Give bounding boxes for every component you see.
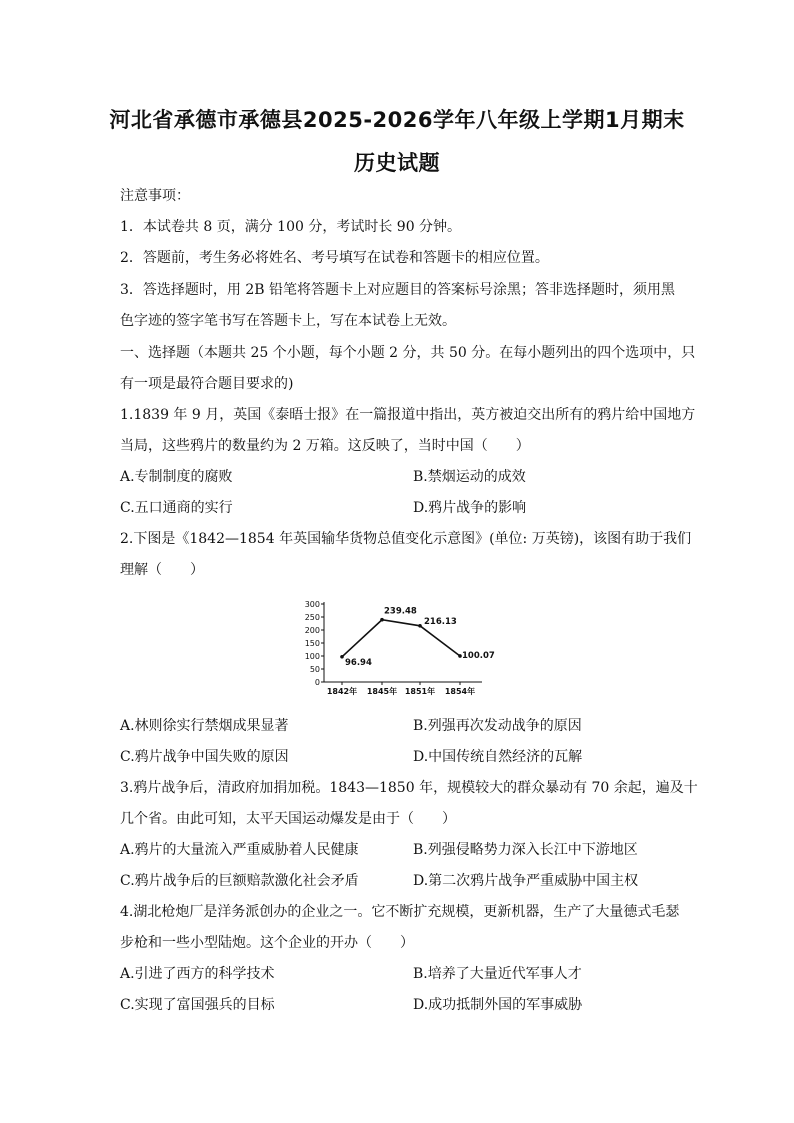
- q1-option-c: C.五口通商的实行: [120, 500, 233, 516]
- q1-stem: 1.1839 年 9 月，英国《泰晤士报》在一篇报道中指出，英方被迫交出所有的鸦片给中国地方: [120, 407, 696, 423]
- q2-option-a: A.林则徐实行禁烟成果显著: [120, 718, 289, 734]
- y-tick-label: 250: [304, 613, 320, 622]
- data-value-label: 239.48: [384, 606, 417, 617]
- q3-stem: 3.鸦片战争后，清政府加捐加税。1843—1850 年，规模较大的群众暴动有 70 余起，遍及十: [120, 780, 698, 796]
- q4-stem: 4.湖北枪炮厂是洋务派创办的企业之一。它不断扩充规模，更新机器，生产了大量德式毛瑟: [120, 904, 680, 920]
- q4-option-a: A.引进了西方的科学技术: [120, 966, 275, 982]
- q3-stem-cont: 几个省。由此可知，太平天国运动爆发是由于（ ）: [120, 811, 456, 827]
- q3-option-d: D.第二次鸦片战争严重威胁中国主权: [413, 873, 639, 889]
- q1-option-b: B.禁烟运动的成效: [413, 469, 526, 485]
- y-tick-label: 50: [309, 665, 320, 674]
- x-tick-label: 1845年: [366, 687, 398, 696]
- trade-value-line-chart: [296, 596, 496, 696]
- y-tick-label: 200: [304, 626, 320, 635]
- q3-option-a: A.鸦片的大量流入严重威胁着人民健康: [120, 842, 359, 858]
- q2-option-b: B.列强再次发动战争的原因: [413, 718, 582, 734]
- q2-stem-cont: 理解（ ）: [120, 562, 204, 578]
- data-point: [380, 618, 384, 622]
- q2-stem: 2.下图是《1842—1854 年英国输华货物总值变化示意图》(单位: 万英镑)，该图有助于我们: [120, 531, 692, 547]
- y-tick-label: 100: [304, 652, 320, 661]
- x-tick-label: 1842年: [326, 687, 358, 696]
- exam-title: 河北省承德市承德县2025-2026学年八年级上学期1月期末: [109, 108, 685, 132]
- section-heading-cont: 有一项是最符合题目要求的): [120, 376, 294, 392]
- notice-item-2: 2．答题前，考生务必将姓名、考号填写在试卷和答题卡的相应位置。: [120, 250, 549, 266]
- exam-subtitle: 历史试题: [354, 151, 440, 175]
- data-point: [340, 655, 344, 659]
- q2-option-d: D.中国传统自然经济的瓦解: [413, 749, 583, 765]
- section-heading: 一、选择题（本题共 25 个小题，每个小题 2 分，共 50 分。在每小题列出的四个选项中，只: [120, 345, 696, 361]
- q4-option-c: C.实现了富国强兵的目标: [120, 997, 275, 1013]
- q4-option-d: D.成功抵制外国的军事威胁: [413, 997, 583, 1013]
- y-tick-label: 0: [314, 678, 320, 687]
- notice-item-3: 3．答选择题时，用 2B 铅笔将答题卡上对应题目的答案标号涂黑；答非选择题时，须用黑: [120, 282, 676, 298]
- y-tick-label: 300: [304, 600, 320, 609]
- q3-option-b: B.列强侵略势力深入长江中下游地区: [413, 842, 638, 858]
- notice-heading: 注意事项：: [120, 188, 190, 204]
- x-tick-label: 1854年: [444, 687, 476, 696]
- y-tick-label: 150: [304, 639, 320, 648]
- data-point: [418, 624, 422, 628]
- q2-option-c: C.鸦片战争中国失败的原因: [120, 749, 289, 765]
- q1-option-d: D.鸦片战争的影响: [413, 500, 527, 516]
- notice-item-1: 1．本试卷共 8 页，满分 100 分，考试时长 90 分钟。: [120, 219, 462, 235]
- q1-option-a: A.专制制度的腐败: [120, 469, 233, 485]
- q4-stem-cont: 步枪和一些小型陆炮。这个企业的开办（ ）: [120, 935, 414, 951]
- data-value-label: 216.13: [424, 616, 457, 627]
- q1-stem-cont: 当局，这些鸦片的数量约为 2 万箱。这反映了，当时中国（ ）: [120, 438, 530, 454]
- q4-option-b: B.培养了大量近代军事人才: [413, 966, 582, 982]
- notice-item-3-cont: 色字迹的签字笔书写在答题卡上，写在本试卷上无效。: [120, 313, 456, 329]
- data-value-label: 100.07: [462, 650, 495, 661]
- x-tick-label: 1851年: [404, 687, 436, 696]
- data-value-label: 96.94: [345, 657, 372, 668]
- q3-option-c: C.鸦片战争后的巨额赔款激化社会矛盾: [120, 873, 359, 889]
